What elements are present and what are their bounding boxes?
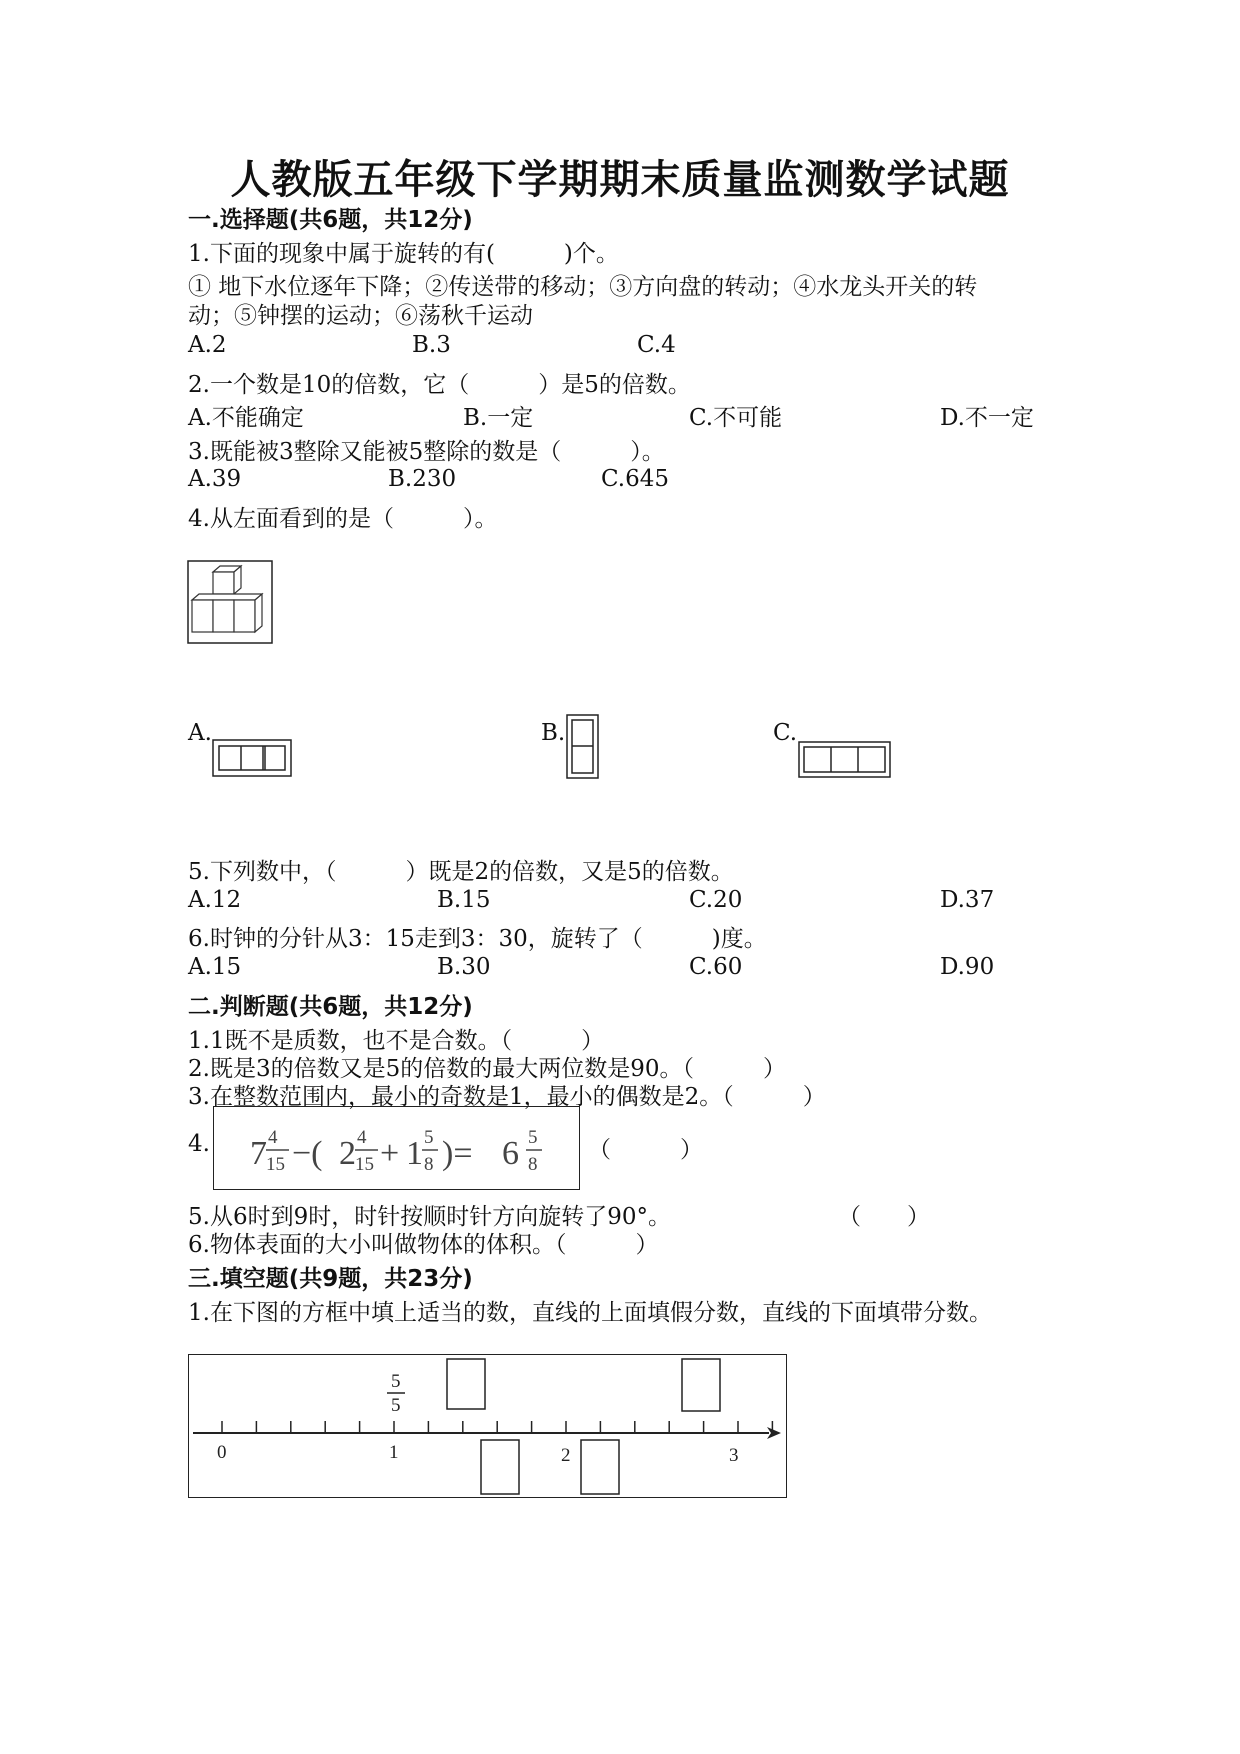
eq-num-4: 5 [528,1127,538,1148]
choice-q5-stem: 5.下列数中，（ ）既是2的倍数，又是5的倍数。 [188,859,734,885]
tick-label-2: 2 [561,1445,571,1466]
judge-q4-label: 4. [188,1131,210,1157]
judge-q6: 6.物体表面的大小叫做物体的体积。（ ） [188,1232,659,1258]
fill-q1-stem: 1.在下图的方框中填上适当的数，直线的上面填假分数，直线的下面填带分数。 [188,1300,992,1326]
axis-arrow-icon [767,1427,781,1439]
judge-q5-answer-paren[interactable]: （ ） [838,1204,930,1230]
choice-q6-option-b[interactable]: B.30 [437,954,491,980]
choice-q4-option-b[interactable]: B. [541,720,566,746]
choice-q3-option-b[interactable]: B.230 [388,466,457,492]
choice-q1-option-c[interactable]: C.4 [637,332,676,358]
eq-plus: + [380,1135,400,1172]
number-line [189,1355,786,1497]
judge-q4-formula-box [213,1106,580,1190]
choice-q4-option-c[interactable]: C. [773,720,798,746]
tick-label-1: 1 [389,1442,399,1463]
choice-q3-option-c[interactable]: C.645 [601,466,669,492]
number-line-figure [188,1354,787,1498]
eq-whole-3: 1 [406,1135,423,1172]
option-a-figure [212,739,292,777]
judge-q3: 3.在整数范围内，最小的奇数是1，最小的偶数是2。（ ） [188,1084,826,1110]
answer-box-bottom-2[interactable] [581,1440,619,1494]
choice-q5-option-b[interactable]: B.15 [437,887,491,913]
choice-q6-option-a[interactable]: A.15 [188,954,242,980]
choice-q4-stem: 4.从左面看到的是（ ）。 [188,506,498,532]
choice-q2-option-d[interactable]: D.不一定 [940,405,1034,431]
choice-q1-line3: 动；⑤钟摆的运动；⑥荡秋千运动 [188,303,533,329]
choice-q1-line2: ① 地下水位逐年下降；②传送带的移动；③方向盘的转动；④水龙头开关的转 [188,274,978,300]
eq-num-1: 4 [268,1127,278,1148]
choice-q5-option-a[interactable]: A.12 [188,887,242,913]
eq-num-2: 4 [357,1127,367,1148]
eq-whole-2: 2 [339,1135,356,1172]
choice-q3-option-a[interactable]: A.39 [188,466,242,492]
eq-den-3: 8 [424,1154,434,1175]
section-heading-fill: 三.填空题(共9题，共23分) [188,1266,473,1292]
eq-den-1: 15 [266,1154,285,1175]
fraction-numerator: 5 [391,1371,401,1392]
choice-q4-option-a[interactable]: A. [188,720,212,746]
choice-q6-option-c[interactable]: C.60 [689,954,743,980]
eq-whole-4: 6 [502,1135,519,1172]
mixed-fraction-equation [214,1107,579,1189]
choice-q5-option-d[interactable]: D.37 [940,887,995,913]
answer-box-top-2[interactable] [682,1359,720,1411]
choice-q1-option-a[interactable]: A.2 [188,332,227,358]
section-heading-judge: 二.判断题(共6题，共12分) [188,994,473,1020]
tick-label-3: 3 [729,1445,739,1466]
choice-q2-stem: 2.一个数是10的倍数，它（ ）是5的倍数。 [188,372,691,398]
choice-q2-option-a[interactable]: A.不能确定 [188,405,304,431]
choice-q6-stem: 6.时钟的分针从3：15走到3：30，旋转了（ )度。 [188,926,767,952]
eq-num-3: 5 [424,1127,434,1148]
option-b-figure [566,714,599,779]
cube-stack-figure [187,560,273,644]
choice-q1-option-b[interactable]: B.3 [412,332,451,358]
choice-q6-option-d[interactable]: D.90 [940,954,995,980]
judge-q5: 5.从6时到9时，时针按顺时针方向旋转了90°。 [188,1204,671,1230]
choice-q5-option-c[interactable]: C.20 [689,887,743,913]
eq-whole-1: 7 [250,1135,267,1172]
judge-q1: 1.1既不是质数，也不是合数。（ ） [188,1028,605,1054]
choice-q2-option-b[interactable]: B.一定 [463,405,534,431]
eq-den-4: 8 [528,1154,538,1175]
answer-box-top-1[interactable] [447,1359,485,1409]
answer-box-bottom-1[interactable] [481,1440,519,1494]
option-c-figure [798,741,891,778]
tick-label-0: 0 [217,1442,227,1463]
section-heading-choice: 一.选择题(共6题，共12分) [188,207,473,233]
choice-q2-option-c[interactable]: C.不可能 [689,405,783,431]
choice-q3-stem: 3.既能被3整除又能被5整除的数是（ ）。 [188,439,665,465]
eq-den-2: 15 [355,1154,374,1175]
eq-equals: )= [442,1135,473,1172]
judge-q2: 2.既是3的倍数又是5的倍数的最大两位数是90。（ ） [188,1056,786,1082]
choice-q1-stem: 1.下面的现象中属于旋转的有( )个。 [188,241,619,267]
eq-minus-paren: −( [292,1135,323,1172]
fraction-denominator: 5 [391,1395,401,1416]
judge-q4-answer-paren[interactable]: （ ） [588,1137,703,1163]
page-title: 人教版五年级下学期期末质量监测数学试题 [230,156,1010,203]
